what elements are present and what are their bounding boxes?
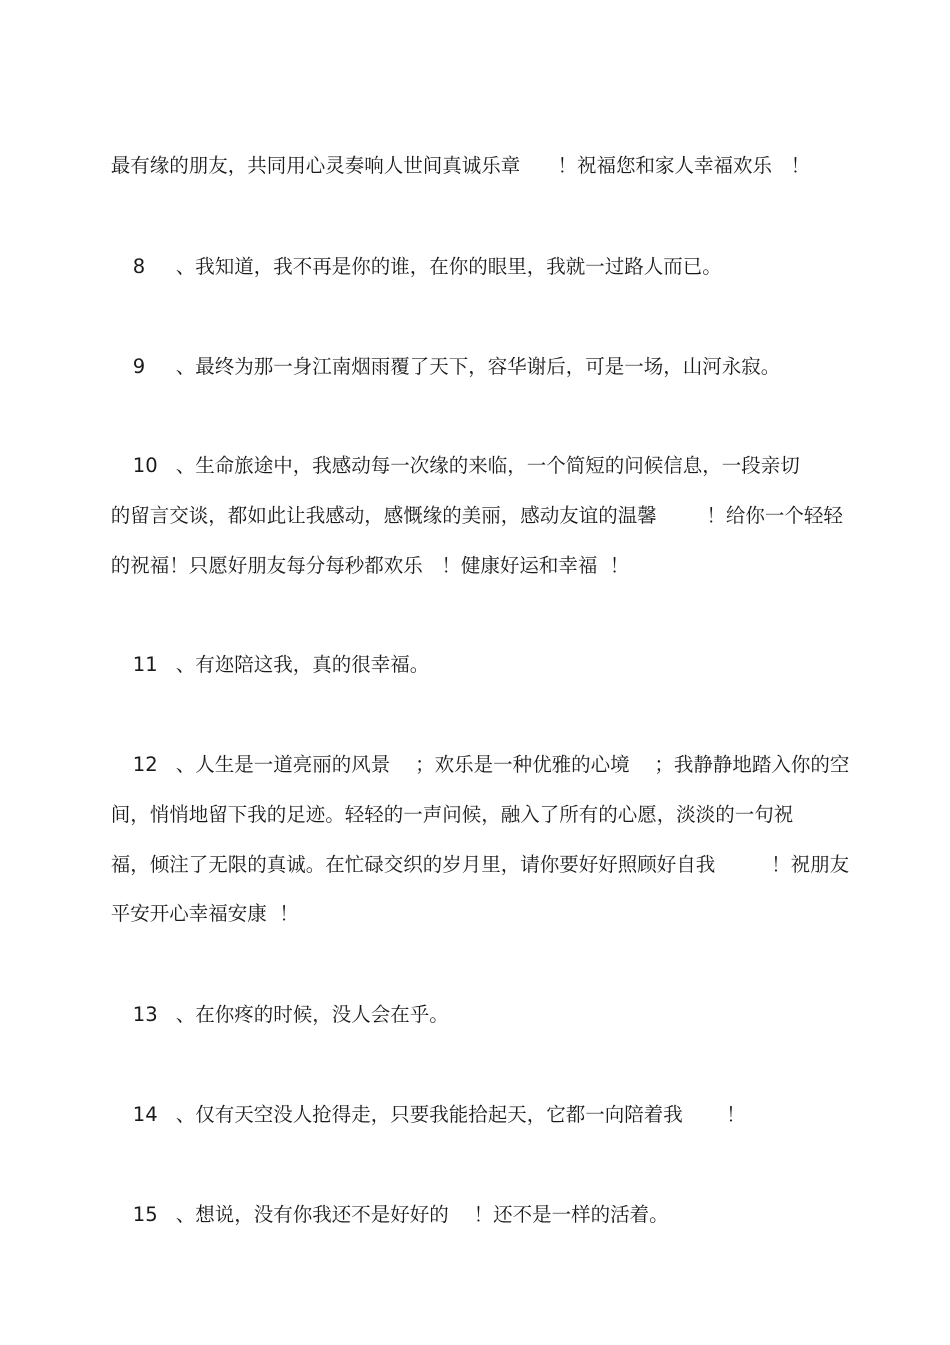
paragraph-line (86, 629, 429, 701)
paragraph-line (86, 1079, 746, 1151)
paragraph-number: 13 (132, 1003, 158, 1026)
paragraph-text: 、有迩陪这我，真的很幸福。 (175, 653, 430, 676)
paragraph-text: 、在你疼的时候，没人会在乎。 (175, 1003, 449, 1026)
paragraph-text: 、想说，没有你我还不是好好的 ！还不是一样的活着。 (175, 1203, 669, 1226)
paragraph-line (86, 331, 780, 403)
paragraph-text: 、最终为那一身江南烟雨覆了天下，容华谢后，可是一场，山河永寂。 (175, 355, 781, 378)
paragraph-text: 、生命旅途中，我感动每一次缘的来临，一个简短的问候信息，一段亲切 (175, 454, 800, 477)
paragraph-line (86, 1179, 669, 1251)
paragraph-number: 15 (132, 1203, 158, 1226)
paragraph-text: 福，倾注了无限的真诚。在忙碌交织的岁月里，请你要好好照顾好自我 ！祝朋友 (110, 853, 850, 876)
paragraph-line (86, 130, 810, 202)
paragraph-number: 9 (132, 355, 146, 378)
paragraph-line (86, 231, 722, 303)
paragraph-text: 的留言交谈，都如此让我感动，感慨缘的美丽，感动友谊的温馨 ！给你一个轻轻 (110, 504, 843, 527)
paragraph-text: 间，悄悄地留下我的足迹。轻轻的一声问候，融入了所有的心愿，淡淡的一句祝 (110, 803, 794, 826)
paragraph-number: 12 (132, 753, 158, 776)
paragraph-text: 、人生是一道亮丽的风景 ；欢乐是一种优雅的心境 ；我静静地踏入你的空 (175, 753, 850, 776)
paragraph-text: 最有缘的朋友，共同用心灵奏响人世间真诚乐章 ！祝福您和家人幸福欢乐 ！ (110, 154, 811, 177)
paragraph-number: 8 (132, 255, 146, 278)
paragraph-number: 11 (132, 653, 158, 676)
paragraph-line (86, 979, 449, 1051)
paragraph-text: 、仅有天空没人抢得走，只要我能拾起天，它都一向陪着我 ！ (175, 1103, 746, 1126)
paragraph-text: 的祝福！只愿好朋友每分每秒都欢乐 ！健康好运和幸福 ！ (110, 554, 630, 577)
paragraph-text: 平安开心幸福安康 ！ (110, 902, 299, 925)
paragraph-line (86, 878, 299, 950)
paragraph-number: 14 (132, 1103, 158, 1126)
paragraph-number: 10 (132, 454, 158, 477)
paragraph-line (86, 530, 629, 602)
paragraph-text: 、我知道，我不再是你的谁，在你的眼里，我就一过路人而已。 (175, 255, 722, 278)
